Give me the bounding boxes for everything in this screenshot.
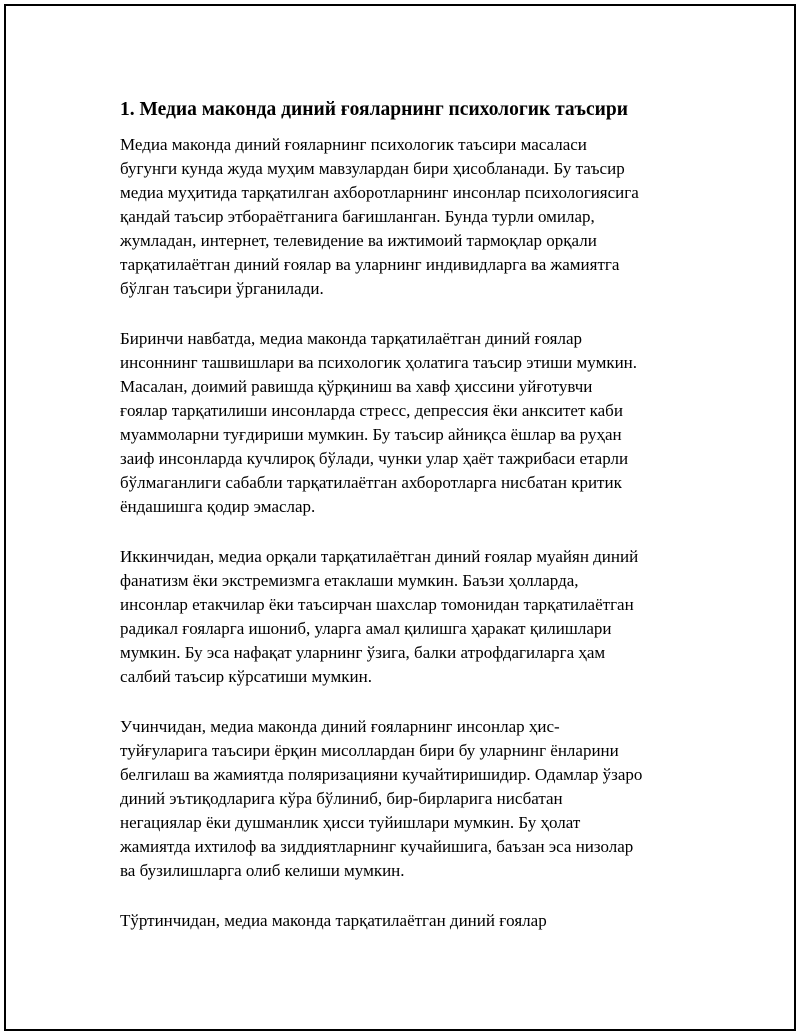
document-page bbox=[4, 4, 796, 1031]
paragraph-5 bbox=[120, 909, 710, 933]
text-line: инсонлар етакчилар ёки таъсирчан шахслар томонидан тарқатилаётган bbox=[120, 595, 634, 614]
text-line: Учинчидан, медиа маконда диний ғояларнинг инсонлар ҳис- bbox=[120, 717, 560, 736]
text-line: жумладан, интернет, телевидение ва ижтимоий тармоқлар орқали bbox=[120, 231, 597, 250]
paragraph-1 bbox=[120, 133, 710, 301]
paragraph-2 bbox=[120, 327, 710, 519]
section-heading: 1. Медиа маконда диний ғояларнинг психологик таъсири bbox=[120, 99, 628, 120]
text-line: Масалан, доимий равишда қўрқиниш ва хавф ҳиссини уйғотувчи bbox=[120, 377, 593, 396]
text-line: ёндашишга қодир эмаслар. bbox=[120, 497, 316, 516]
document-body bbox=[120, 96, 710, 959]
text-line: медиа муҳитида тарқатилган ахборотларнинг инсонлар психологиясига bbox=[120, 183, 639, 202]
text-line: бугунги кунда жуда муҳим мавзулардан бири ҳисобланади. Бу таъсир bbox=[120, 159, 625, 178]
text-line: диний эътиқодларига кўра бўлиниб, бир-бирларига нисбатан bbox=[120, 789, 563, 808]
text-line: бўлган таъсири ўрганилади. bbox=[120, 279, 324, 298]
paragraph-3 bbox=[120, 545, 710, 689]
text-line: Тўртинчидан, медиа маконда тарқатилаётган диний ғоялар bbox=[120, 911, 547, 930]
text-line: тарқатилаётган диний ғоялар ва уларнинг индивидларга ва жамиятга bbox=[120, 255, 620, 274]
text-line: радикал ғояларга ишониб, уларга амал қилишга ҳаракат қилишлари bbox=[120, 619, 612, 638]
text-line: мумкин. Бу эса нафақат уларнинг ўзига, балки атрофдагиларга ҳам bbox=[120, 643, 606, 662]
text-line: муаммоларни туғдириши мумкин. Бу таъсир айниқса ёшлар ва руҳан bbox=[120, 425, 622, 444]
text-line: Медиа маконда диний ғояларнинг психологик таъсири масаласи bbox=[120, 135, 587, 154]
text-line: жамиятда ихтилоф ва зиддиятларнинг кучайишига, баъзан эса низолар bbox=[120, 837, 634, 856]
text-line: қандай таъсир этбораётганига бағишланган. Бунда турли омилар, bbox=[120, 207, 595, 226]
text-line: инсоннинг ташвишлари ва психологик ҳолатига таъсир этиши мумкин. bbox=[120, 353, 638, 372]
text-line: бўлмаганлиги сабабли тарқатилаётган ахборотларга нисбатан критик bbox=[120, 473, 622, 492]
text-line: негациялар ёки душманлик ҳисси туйишлари мумкин. Бу ҳолат bbox=[120, 813, 581, 832]
text-line: белгилаш ва жамиятда поляризацияни кучайтиришидир. Одамлар ўзаро bbox=[120, 765, 643, 784]
text-line: ғоялар тарқатилиши инсонларда стресс, депрессия ёки анкситет каби bbox=[120, 401, 623, 420]
paragraph-4 bbox=[120, 715, 710, 883]
text-line: фанатизм ёки экстремизмга етаклаши мумкин. Баъзи ҳолларда, bbox=[120, 571, 579, 590]
text-line: Биринчи навбатда, медиа маконда тарқатилаётган диний ғоялар bbox=[120, 329, 583, 348]
text-line: ва бузилишларга олиб келиши мумкин. bbox=[120, 861, 405, 880]
text-line: заиф инсонларда кучлироқ бўлади, чунки улар ҳаёт тажрибаси етарли bbox=[120, 449, 629, 468]
text-line: салбий таъсир кўрсатиши мумкин. bbox=[120, 667, 372, 686]
text-line: туйғуларига таъсири ёрқин мисоллардан бири бу уларнинг ёнларини bbox=[120, 741, 619, 760]
text-line: Иккинчидан, медиа орқали тарқатилаётган диний ғоялар муайян диний bbox=[120, 547, 639, 566]
